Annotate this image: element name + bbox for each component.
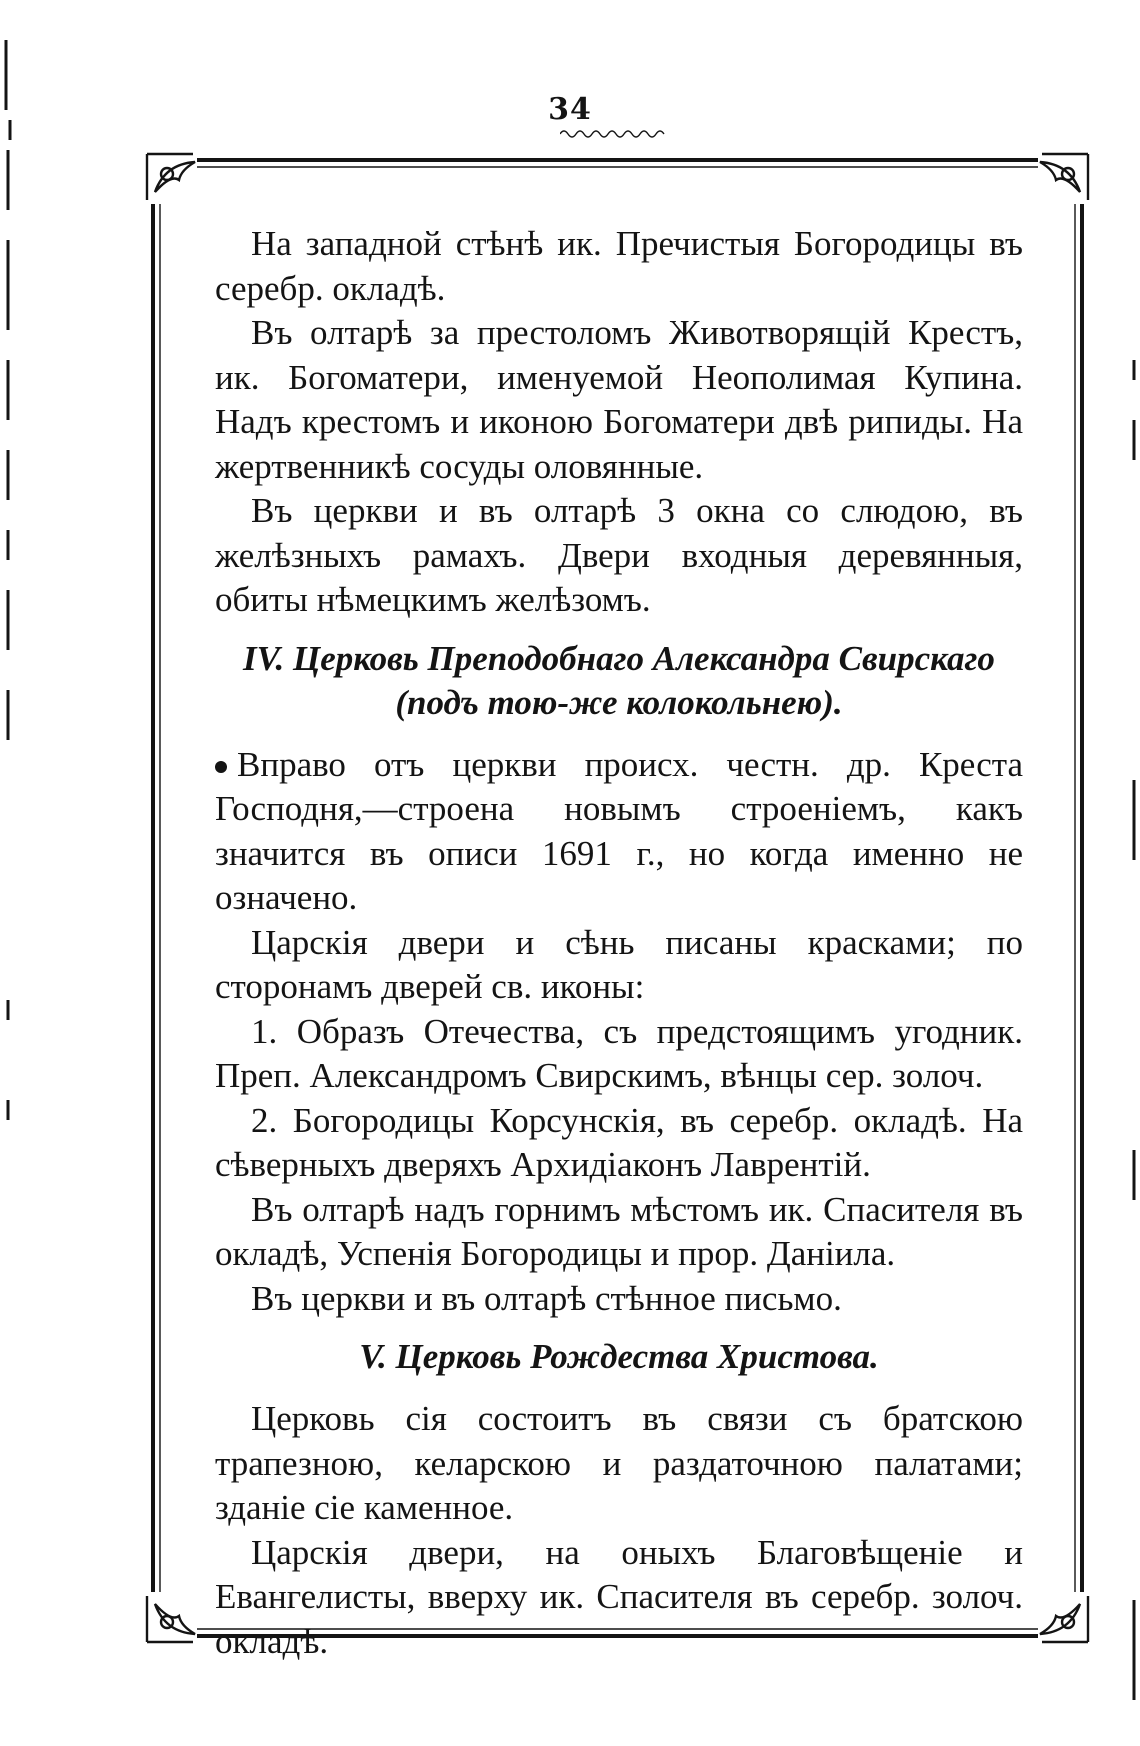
bullet-mark — [215, 761, 227, 773]
section-heading-v — [215, 1335, 1023, 1379]
paragraph-refectory: Церковь сія состоитъ въ связи съ братскою трапезною, келарскою и раздаточною палатами; зданіе сіе каменное. — [215, 1399, 1023, 1527]
paragraph-annunciation-doors: Царскія двери, на оныхъ Благовѣщеніе и Евангелисты, вверху ик. Спасителя въ серебр. золоч. окладѣ. — [215, 1532, 1023, 1661]
page-number-ornament — [560, 128, 670, 140]
section-heading-iv-line1: IV. Церковь Преподобнаго Александра Свирскаго — [243, 638, 995, 678]
section-heading-iv-line2: (подъ тою-же колокольнею). — [395, 682, 843, 722]
page-body — [215, 222, 1023, 1664]
page-number: 34 — [548, 92, 592, 127]
left-gutter-scan-marks — [0, 0, 20, 1746]
paragraph-icon-2: 2. Богородицы Корсунскія, въ серебр. окладѣ. На сѣверныхъ дверяхъ Архидіаконъ Лаврентій. — [215, 1100, 1023, 1184]
paragraph-royal-doors: Царскія двери и сѣнь писаны красками; по сторонамъ дверей св. иконы: — [215, 922, 1023, 1006]
paragraph-wall-painting: Въ церкви и въ олтарѣ стѣнное письмо. — [251, 1278, 842, 1318]
paragraph-altar-cross: Въ олтарѣ за престоломъ Животворящій Крестъ, ик. Богоматери, именуемой Неополимая Купина. Надъ крестомъ и иконою Богоматери двѣ рипиды. На жертвенникѣ сосуды оловянные. — [215, 313, 1023, 486]
paragraph-church-origin — [215, 743, 1023, 921]
paragraph-icon-1: 1. Образъ Отечества, съ предстоящимъ угодник. Преп. Александромъ Свирскимъ, вѣнцы сер. золоч. — [215, 1011, 1023, 1095]
section-heading-v-line1: V. Церковь Рождества Христова. — [359, 1337, 879, 1376]
paragraph-high-place: Въ олтарѣ надъ горнимъ мѣстомъ ик. Спасителя въ окладѣ, Успенія Богородицы и прор. Даніила. — [215, 1189, 1023, 1273]
paragraph-church-origin-text: Вправо отъ церкви происх. честн. др. Креста Господня,—строена новымъ строеніемъ, какъ значится въ описи 1691 г., но когда именно не означено. — [215, 744, 1023, 917]
paragraph-west-wall: На западной стѣнѣ ик. Пречистыя Богородицы въ серебр. окладѣ. — [215, 224, 1023, 308]
paragraph-windows-doors: Въ церкви и въ олтарѣ 3 окна со слюдою, въ желѣзныхъ рамахъ. Двери входныя деревянныя, обиты нѣмецкимъ желѣзомъ. — [215, 491, 1023, 619]
section-heading-iv — [215, 637, 1023, 725]
right-gutter-scan-marks — [1120, 0, 1140, 1746]
